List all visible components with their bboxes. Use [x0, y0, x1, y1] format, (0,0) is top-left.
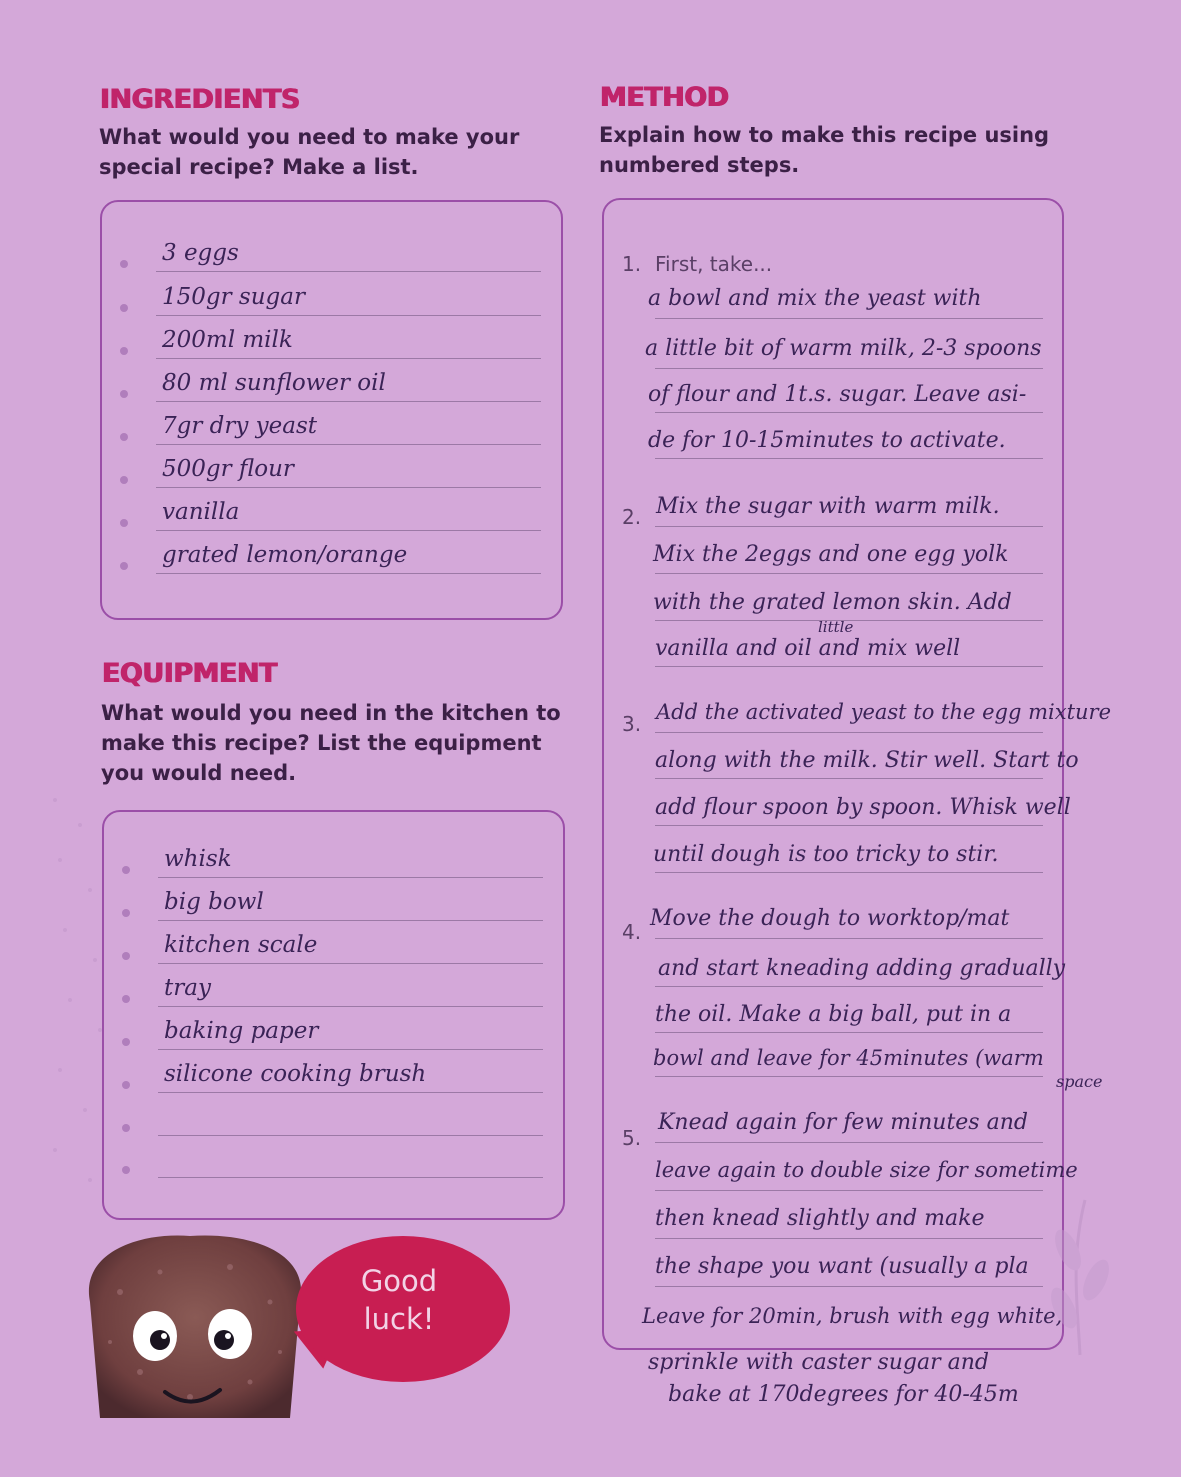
write-line [655, 526, 1043, 527]
step-2-insert: little [818, 618, 854, 636]
list-item [156, 316, 541, 359]
list-item [158, 1050, 543, 1093]
equipment-list [158, 838, 543, 1178]
bullet [120, 476, 128, 484]
write-line [655, 318, 1043, 319]
ingredient-text: 3 eggs [162, 240, 239, 266]
equipment-text: kitchen scale [164, 932, 318, 958]
bullet [120, 433, 128, 441]
equipment-prompt-line-3: you would need. [101, 761, 297, 785]
list-item [158, 878, 543, 921]
list-item [156, 488, 541, 531]
write-line [655, 1286, 1043, 1287]
step-number-3: 3. [622, 712, 642, 736]
step-5-line-3: then knead slightly and make [655, 1206, 985, 1231]
ingredients-heading: INGREDIENTS [100, 84, 300, 115]
step-1-line-4: de for 10-15minutes to activate. [648, 428, 1006, 453]
list-item [158, 1007, 543, 1050]
bullet [120, 260, 128, 268]
bullet [122, 866, 130, 874]
step-2-line-3: with the grated lemon skin. Add [653, 590, 1012, 615]
step-5-line-6: sprinkle with caster sugar and [648, 1350, 989, 1375]
ingredient-text: 500gr flour [162, 456, 294, 482]
step-3-line-3: add flour spoon by spoon. Whisk well [655, 795, 1071, 820]
step-4-line-3: the oil. Make a big ball, put in a [655, 1002, 1012, 1027]
ingredients-prompt [99, 122, 519, 182]
write-line [655, 825, 1043, 826]
bullet [120, 519, 128, 527]
ingredient-text: 7gr dry yeast [162, 413, 318, 439]
ingredient-text: 150gr sugar [162, 284, 305, 310]
step-1-line-3: of flour and 1t.s. sugar. Leave asi- [648, 382, 1027, 407]
write-line [655, 1076, 1043, 1077]
equipment-prompt-line-1: What would you need in the kitchen to [101, 701, 561, 725]
step-1-line-1: a bowl and mix the yeast with [648, 286, 982, 311]
method-prompt [599, 120, 1049, 180]
bullet [122, 1124, 130, 1132]
equipment-text: big bowl [164, 889, 264, 915]
step-4-line-1: Move the dough to worktop/mat [650, 906, 1010, 931]
step-5-line-2: leave again to double size for sometime [655, 1158, 1078, 1182]
step-4-line-2: and start kneading adding gradually [658, 956, 1066, 981]
step-3-line-2: along with the milk. Stir well. Start to [655, 748, 1079, 773]
write-line [655, 778, 1043, 779]
equipment-text: whisk [164, 846, 232, 872]
write-line [655, 986, 1043, 987]
equipment-text: baking paper [164, 1018, 319, 1044]
step-3-line-4: until dough is too tricky to stir. [653, 842, 999, 867]
equipment-text: silicone cooking brush [164, 1061, 427, 1087]
list-item [156, 402, 541, 445]
toast-mascot-icon [80, 1232, 310, 1418]
ingredients-prompt-line-1: What would you need to make your [99, 125, 520, 149]
method-heading: METHOD [600, 82, 729, 113]
write-line [655, 458, 1043, 459]
ingredients-prompt-line-2: special recipe? Make a list. [99, 155, 419, 179]
list-item [156, 531, 541, 574]
list-item [156, 445, 541, 488]
bullet [122, 1166, 130, 1174]
step-1-line-2: a little bit of warm milk, 2-3 spoons [645, 336, 1042, 361]
list-item [156, 228, 541, 272]
bullet [120, 390, 128, 398]
bullet [122, 1081, 130, 1089]
list-item [158, 921, 543, 964]
step-2-line-2: Mix the 2eggs and one egg yolk [653, 542, 1009, 567]
bullet [120, 304, 128, 312]
step-number-4: 4. [622, 920, 642, 944]
list-item [158, 964, 543, 1007]
bullet [122, 995, 130, 1003]
list-item [158, 838, 543, 878]
ingredient-text: 80 ml sunflower oil [162, 370, 386, 396]
equipment-heading: EQUIPMENT [102, 658, 277, 689]
list-item [158, 1136, 543, 1178]
write-line [655, 368, 1043, 369]
ingredient-text: vanilla [162, 499, 240, 525]
equipment-prompt [101, 698, 561, 788]
write-line [655, 1190, 1043, 1191]
write-line [655, 732, 1043, 733]
write-line [156, 573, 541, 574]
write-line [655, 872, 1043, 873]
method-prompt-line-1: Explain how to make this recipe using [599, 123, 1050, 147]
step-5-line-1: Knead again for few minutes and [658, 1110, 1028, 1135]
good-luck-text [296, 1262, 502, 1338]
write-line [655, 1238, 1043, 1239]
ingredient-text: grated lemon/orange [162, 542, 408, 568]
equipment-text: tray [164, 975, 211, 1001]
equipment-prompt-line-2: make this recipe? List the equipment [101, 731, 542, 755]
list-item [158, 1093, 543, 1136]
list-item [156, 272, 541, 316]
bullet [122, 1038, 130, 1046]
write-line [655, 1032, 1043, 1033]
list-item [156, 359, 541, 402]
leaf-icon [1040, 1190, 1120, 1360]
bullet [120, 562, 128, 570]
first-take-label: First, take... [655, 252, 773, 276]
step-2-line-4: vanilla and oil and mix well [655, 636, 961, 661]
method-prompt-line-2: numbered steps. [599, 153, 800, 177]
good-luck-line-1: Good [360, 1264, 438, 1298]
write-line [655, 938, 1043, 939]
write-line [158, 1177, 543, 1178]
step-5-line-7: bake at 170degrees for 40-45m [668, 1382, 1019, 1407]
bullet [120, 347, 128, 355]
step-5-line-4: the shape you want (usually a pla [655, 1254, 1029, 1279]
step-number-1: 1. [622, 252, 642, 276]
ingredients-list [156, 228, 541, 588]
write-line [655, 666, 1043, 667]
step-3-line-1: Add the activated yeast to the egg mixture [656, 700, 1112, 724]
step-2-line-1: Mix the sugar with warm milk. [656, 494, 1000, 519]
good-luck-line-2: luck! [363, 1302, 435, 1336]
write-line [655, 412, 1043, 413]
ingredient-text: 200ml milk [162, 327, 293, 353]
write-line [655, 573, 1043, 574]
step-4-line-4: bowl and leave for 45minutes (warm [653, 1046, 1044, 1070]
step-number-5: 5. [622, 1126, 642, 1150]
step-4-extra: space [1056, 1072, 1103, 1091]
bullet [122, 909, 130, 917]
write-line [655, 1142, 1043, 1143]
bullet [122, 952, 130, 960]
step-5-line-5: Leave for 20min, brush with egg white, [642, 1304, 1063, 1328]
step-number-2: 2. [622, 505, 642, 529]
